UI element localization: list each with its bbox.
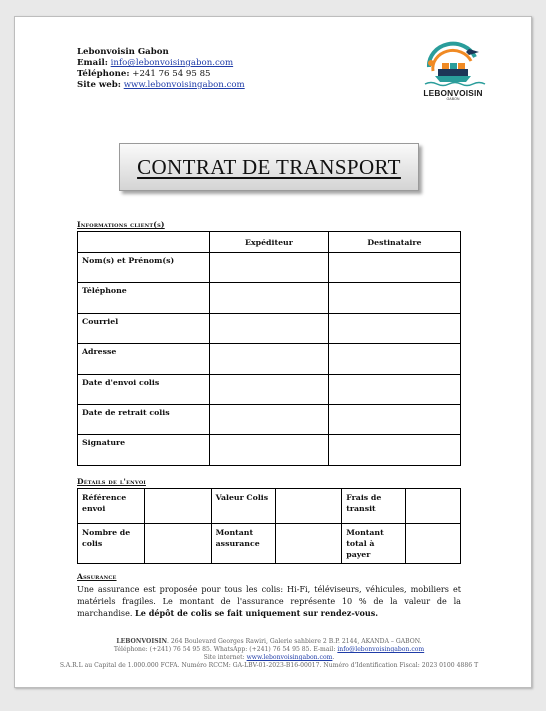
logo-name: LEBONVOISIN [423,88,483,98]
row-label: Signature [78,435,210,465]
recipient-address-field[interactable] [328,344,460,374]
row-label: Montant assurance [211,524,275,564]
email-label: Email [77,58,105,68]
row-label: Nom(s) et Prénom(s) [78,253,210,283]
transit-fees-field[interactable] [406,489,461,524]
row-label: Date d'envoi colis [78,374,210,404]
site-label: Site web [77,80,118,90]
parcel-value-field[interactable] [275,489,342,524]
phone-value: +241 76 54 95 85 [132,69,211,79]
logo-sub: GABON [446,97,460,101]
row-label: Téléphone [78,283,210,313]
logo-emblem-icon [411,41,495,89]
table-header-cell [78,232,210,253]
insurance-appointment-note: Le dépôt de colis se fait uniquement sur rendez-vous. [135,608,379,618]
table-row [78,404,461,434]
insurance-amount-field[interactable] [275,524,342,564]
table-row [78,374,461,404]
sender-send-date-field[interactable] [210,374,329,404]
recipient-pickup-date-field[interactable] [328,404,460,434]
recipient-email-field[interactable] [328,313,460,343]
table-row [78,524,461,564]
footer-website-link[interactable]: www.lebonvoisingabon.com [246,654,333,661]
shipment-details-table [77,488,461,564]
recipient-name-field[interactable] [328,253,460,283]
company-logo [411,41,495,101]
insurance-paragraph [77,583,461,619]
row-label: Nombre de colis [78,524,145,564]
footer-legal: S.A.R.L au Capital de 1.000.000 FCFA. Numéro RCCM: GA-LBV-01-2023-B16-00017. Numéro d'Identification Fiscal: 2023 0100 4886 T [59,662,479,669]
table-header-row [78,232,461,253]
recipient-signature-field[interactable] [328,435,460,465]
table-row [78,283,461,313]
website-link[interactable]: www.lebonvoisingabon.com [123,80,245,90]
sender-pickup-date-field[interactable] [210,404,329,434]
reference-field[interactable] [144,489,211,524]
row-label: Courriel [78,313,210,343]
client-section-heading: Informations client(s) [77,220,165,229]
recipient-send-date-field[interactable] [328,374,460,404]
phone-label: Téléphone [77,69,127,79]
footer-site-label: Site internet: [203,654,247,661]
row-label: Frais de transit [342,489,406,524]
email-link[interactable]: info@lebonvoisingabon.com [110,58,234,68]
sender-signature-field[interactable] [210,435,329,465]
table-header-cell: Destinataire [328,232,460,253]
company-name: Lebonvoisin Gabon [77,47,169,57]
row-label: Adresse [78,344,210,374]
footer-address: . 264 Boulevard Georges Rawiri, Galerie sahbiere 2 B.P. 2144, AKANDA – GABON. [167,638,422,645]
row-label: Référence envoi [78,489,145,524]
recipient-phone-field[interactable] [328,283,460,313]
footer-company: LEBONVOISIN [116,638,168,645]
document-title-box [119,143,419,191]
row-label: Montant total à payer [342,524,406,564]
parcel-count-field[interactable] [144,524,211,564]
sender-phone-field[interactable] [210,283,329,313]
company-header: Lebonvoisin Gabon Email: info@lebonvoisingabon.com Téléphone: +241 76 54 95 85 Site web: www.lebonvoisingabon.com [77,47,245,90]
footer-email-link[interactable]: info@lebonvoisingabon.com [337,646,425,653]
table-row [78,435,461,465]
page-footer: LEBONVOISIN. 264 Boulevard Georges Rawiri, Galerie sahbiere 2 B.P. 2144, AKANDA – GABON. Téléphone: (+241) 76 54 95 85. WhatsApp: (+241) 76 54 95 85. E-mail: info@lebonvoisingabon.com Site internet: www.lebonvoisingabon.com. S.A.R.L au Capital de 1.000.000 FCFA. Numéro RCCM: GA-LBV-01-2023-B16-00017. Numéro d'Identification Fiscal: 2023 0100 4886 T [55,638,483,670]
client-info-table [77,231,461,466]
row-label: Valeur Colis [211,489,275,524]
document-page [14,16,532,688]
total-amount-field[interactable] [406,524,461,564]
insurance-text: Une assurance est proposée pour tous les colis: Hi-Fi, téléviseurs, véhicules, mobiliers et matériels fragiles. Le montant de l'assurance représente 10 % de la valeur de la marchandise. [77,584,461,618]
sender-address-field[interactable] [210,344,329,374]
table-row [78,489,461,524]
insurance-heading: Assurance [77,572,117,581]
shipment-section-heading: Détails de l'envoi [77,477,146,486]
row-label: Date de retrait colis [78,404,210,434]
footer-contact: Téléphone: (+241) 76 54 95 85. WhatsApp: (+241) 76 54 95 85. E-mail: [113,646,338,653]
table-row [78,344,461,374]
document-title: CONTRAT DE TRANSPORT [137,154,401,179]
table-row [78,253,461,283]
table-header-cell: Expéditeur [210,232,329,253]
sender-email-field[interactable] [210,313,329,343]
table-row [78,313,461,343]
sender-name-field[interactable] [210,253,329,283]
